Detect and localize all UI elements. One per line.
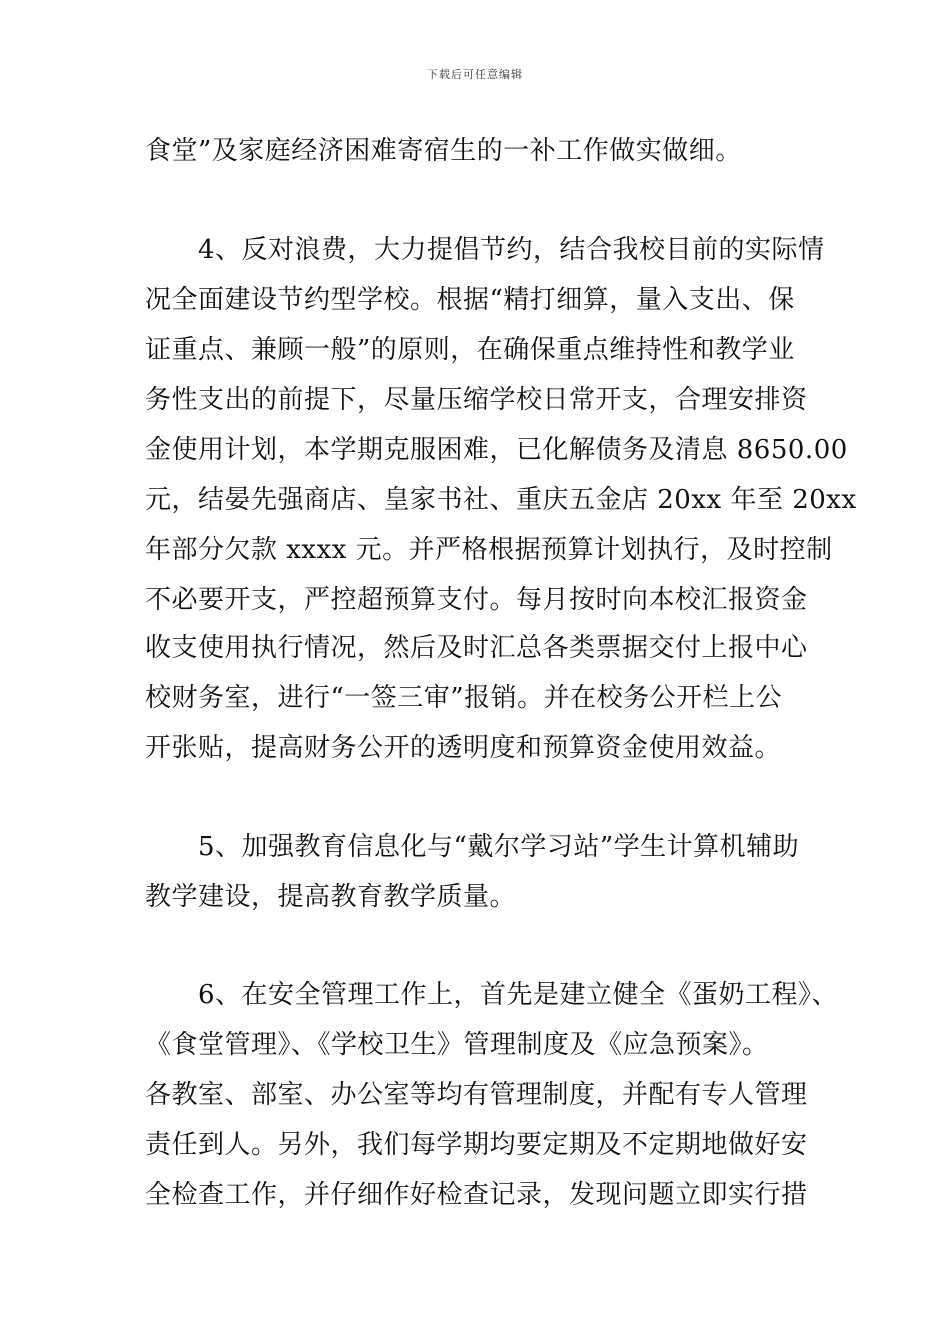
paragraph-5-line: 教学建设，提高教育教学质量。 bbox=[145, 882, 517, 912]
paragraph-4-line: 不必要开支，严控超预算支付。每月按时向本校汇报资金 bbox=[145, 585, 808, 615]
paragraph-4-line: 收支使用执行情况，然后及时汇总各类票据交付上报中心 bbox=[145, 633, 808, 663]
paragraph-4-line: 4、反对浪费，大力提倡节约，结合我校目前的实际情 bbox=[145, 235, 825, 265]
paragraph-6-line: 各教室、部室、办公室等均有管理制度，并配有专人管理 bbox=[145, 1080, 808, 1110]
paragraph-4-line: 开张贴，提高财务公开的透明度和预算资金使用效益。 bbox=[145, 733, 782, 763]
paragraph-6-line: 全检查工作，并仔细作好检查记录，发现问题立即实行措 bbox=[145, 1180, 808, 1210]
paragraph-4-line: 务性支出的前提下，尽量压缩学校日常开支，合理安排资 bbox=[145, 385, 808, 415]
paragraph-4-line: 金使用计划，本学期克服困难，已化解债务及清息 8650.00 bbox=[145, 435, 848, 465]
paragraph-4-line: 况全面建设节约型学校。根据“精打细算，量入支出、保 bbox=[145, 285, 795, 315]
paragraph-5-line: 5、加强教育信息化与“戴尔学习站”学生计算机辅助 bbox=[145, 832, 800, 862]
page-header-note: 下载后可任意编辑 bbox=[427, 68, 523, 81]
paragraph-4-line: 校财务室，进行“一签三审”报销。并在校务公开栏上公 bbox=[145, 683, 783, 713]
paragraph-4-line: 证重点、兼顾一般”的原则，在确保重点维持性和教学业 bbox=[145, 335, 795, 365]
paragraph-4-line: 年部分欠款 xxxx 元。并严格根据预算计划执行，及时控制 bbox=[145, 535, 833, 565]
paragraph-6-line: 《食堂管理》、《学校卫生》管理制度及《应急预案》。 bbox=[145, 1030, 769, 1060]
paragraph-6-line: 6、在安全管理工作上，首先是建立健全《蛋奶工程》、 bbox=[145, 980, 839, 1010]
paragraph-4-line: 元，结晏先强商店、皇家书社、重庆五金店 20xx 年至 20xx bbox=[145, 485, 857, 515]
text-line: 食堂”及家庭经济困难寄宿生的一补工作做实做细。 bbox=[145, 136, 742, 166]
paragraph-6-line: 责任到人。另外，我们每学期均要定期及不定期地做好安 bbox=[145, 1130, 808, 1160]
